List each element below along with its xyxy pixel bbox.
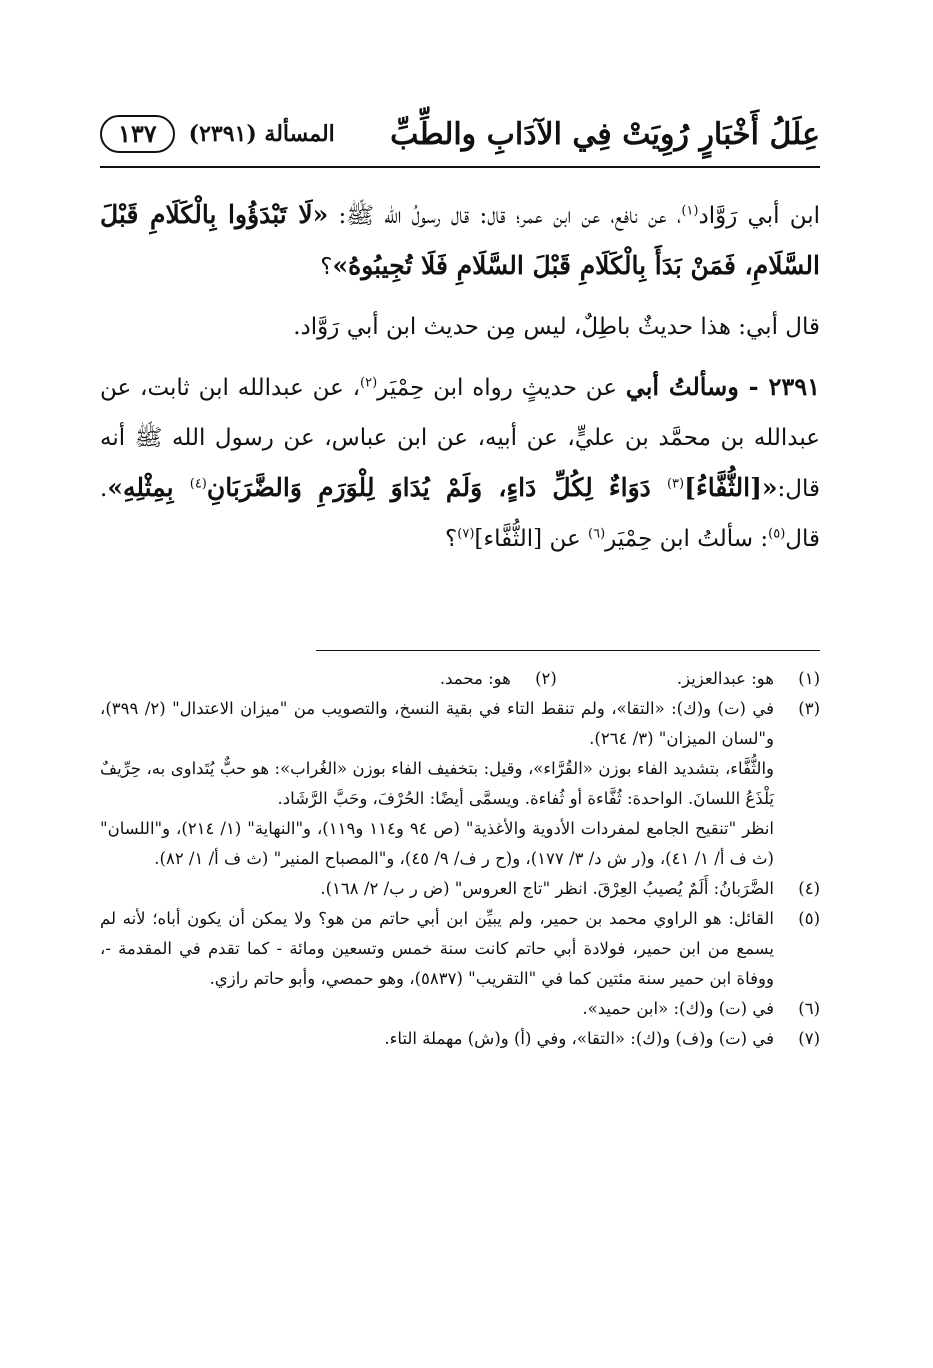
footnote-text: هو: محمد. <box>439 669 511 688</box>
footnote-6 <box>100 994 820 1024</box>
footnote-7 <box>100 1024 820 1054</box>
footnote-text: والثُّفَّاء، بتشديد الفاء بوزن «القُرَّاء»، وقيل: بتخفيف الفاء بوزن «الغُراب»: هو حبٌّ يُتَداوى به، حِرِّيفٌ يَلْذَعُ اللسانَ. الواحدة: ثُفَّاءة أو ثُفاءة. ويسمَّى أيضًا: الحُرْفَ، وحَبَّ الرَّشَاد. <box>100 759 774 808</box>
footnote-pair <box>100 664 820 694</box>
text: ؟ <box>320 254 333 280</box>
footnotes <box>100 664 820 1054</box>
footnote-number: (٥) <box>798 909 820 928</box>
page-number: ١٣٧ <box>100 115 175 153</box>
footnote-text: هو: عبدالعزيز. <box>676 669 774 688</box>
text: عن [الثُّفَّاء] <box>474 526 588 552</box>
footnote-number: (٢) <box>535 669 557 688</box>
footnote-number: (٧) <box>798 1029 820 1048</box>
text: ابن أبي رَوَّاد <box>698 203 821 229</box>
footnote-separator <box>316 650 820 651</box>
footnote-ref: (٧) <box>457 526 475 542</box>
page-header <box>100 112 820 156</box>
paragraph-2 <box>100 302 820 352</box>
footnote-number: (٣) <box>798 699 820 718</box>
footnote-number: (١) <box>798 669 820 688</box>
text: قال أبي: هذا حديثٌ باطِلٌ، ليس مِن حديث ابن أبي رَوَّاد. <box>293 314 820 340</box>
footnote-body <box>100 694 774 874</box>
text: عن حديثٍ رواه ابن حِمْيَر <box>377 375 626 401</box>
footnote-text: القائل: هو الراوي محمد بن حمير، ولم يبيِّن ابن أبي حاتم من هو؟ ولا يمكن أن يكون أباه؛ لأنه لم يسمع من ابن حمير، فولادة أبي حاتم كانت سنة خمس وتسعين ومائة - كما تقدم في المقدمة -، ووفاة ابن حمير سنة مئتين كما في "التقريب" (٥٨٣٧)، وهو حمصي، وأبو حاتم رازي. <box>100 909 774 988</box>
footnote-text: الضَّرَبانُ: أَلَمٌ يُصيبُ العِرْقَ. انظر "تاج العروس" (ض ر ب/ ٢/ ١٦٨). <box>320 879 774 898</box>
issue-heading: ٢٣٩١ - وسألتُ أبي <box>625 372 820 401</box>
footnote-number: (٤) <box>798 879 820 898</box>
hadith-text: «[الثُّفَّاءُ] <box>684 473 778 502</box>
text: . قال <box>100 476 820 552</box>
footnote-1 <box>677 664 820 694</box>
footnote-number: (٦) <box>798 999 820 1018</box>
footnote-ref: (٥) <box>768 526 786 542</box>
footnote-text: انظر "تنقيح الجامع لمفردات الأدوية والأغذية" (ص ٩٤ و١١٤ و١١٩)، و"النهاية" (١/ ٢١٤)، و"اللسان" (ث ف أ/ ١/ ٤١)، و(ر ش د/ ٣/ ١٧٧)، و(ح ر ف/ ٩/ ٤٥)، و"المصباح المنير" (ث ف أ/ ١/ ٨٢). <box>100 819 775 868</box>
hadith-text: بِمِثْلِهِ» <box>107 473 190 502</box>
footnote-ref: (٦) <box>588 526 606 542</box>
main-text <box>100 190 820 564</box>
footnote-5 <box>100 904 820 994</box>
footnote-ref: (٢) <box>360 375 378 391</box>
footnote-text: في (ت) و(ف) و(ك): «التقا»، وفي (أ) و(ش) مهملة التاء. <box>384 1029 774 1048</box>
text: ؟ <box>445 526 458 552</box>
footnote-4 <box>100 874 820 904</box>
issue-number: المسألة (٢٣٩١) <box>188 121 335 147</box>
footnote-3 <box>100 694 820 874</box>
text: : سألتُ ابن حِمْيَر <box>605 526 769 552</box>
text: ، عن عبدالله ابن ثابت، عن عبدالله بن محمَّد بن عليٍّ، عن أبيه، عن ابن عباس، عن رسول الله ﷺ أنه قال: <box>100 375 820 502</box>
header-rule <box>100 166 820 168</box>
hadith-text: دَوَاءٌ لِكُلِّ دَاءٍ، وَلَمْ يُدَاوَ لِلْوَرَمِ وَالضَّرَبَانِ <box>206 473 667 502</box>
footnote-2 <box>440 664 557 694</box>
footnote-ref: (١) <box>681 203 699 219</box>
paragraph-1 <box>100 190 820 292</box>
footnote-text: في (ت) و(ك): «ابن حميد». <box>582 999 774 1018</box>
text: ، عن نافع، عن ابن عمر؛ قال: قال رسولُ الله ﷺ: <box>338 203 682 229</box>
book-title: عِلَلُ أَخْبَارٍ رُوِيَتْ فِي الآدَابِ والطِّبِّ <box>390 116 820 152</box>
footnote-text: في (ت) و(ك): «التقا»، ولم تنقط التاء في بقية النسخ، والتصويب من "ميزان الاعتدال" (٢/ ٣٩٩)، و"لسان الميزان" (٣/ ٢٦٤). <box>100 699 774 748</box>
hadith-text: «لَا تَبْدَؤُوا بِالْكَلَامِ قَبْلَ السَّلَامِ، فَمَنْ بَدَأَ بِالْكَلَامِ قَبْلَ السَّلَامِ فَلَا تُجِيبُوهُ» <box>100 200 820 280</box>
paragraph-3 <box>100 362 820 564</box>
footnote-ref: (٣) <box>666 476 685 492</box>
footnote-ref: (٤) <box>189 476 207 492</box>
